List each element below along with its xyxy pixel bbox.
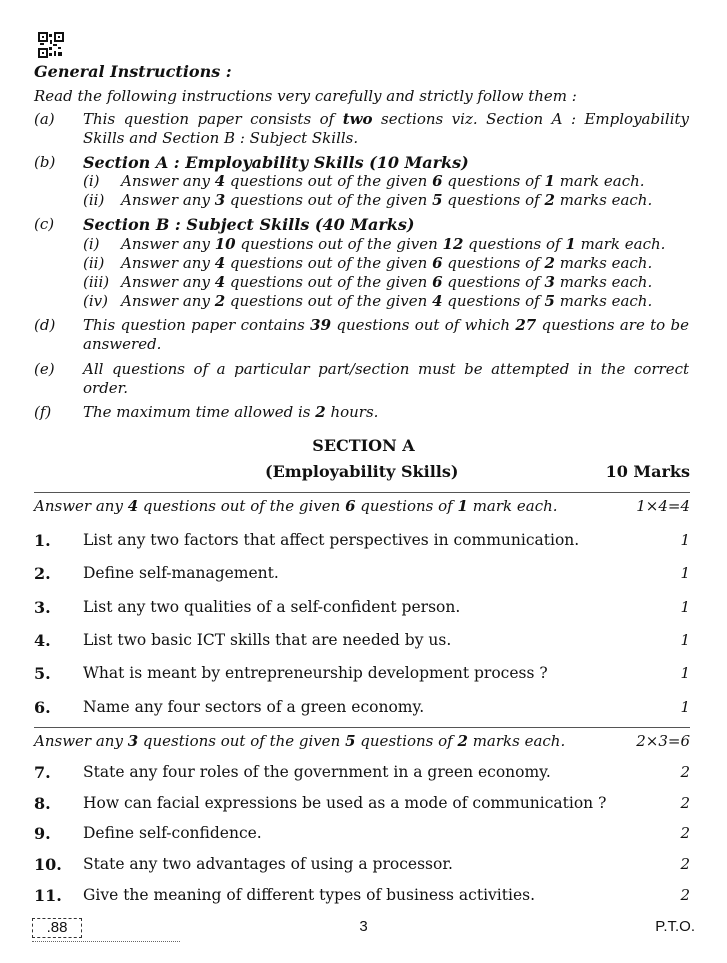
question-text: Define self-confidence. bbox=[83, 824, 262, 842]
instruction-text: This question paper consists of two sections viz. Section A : Employability Skills and Section B : Subject Skills. bbox=[83, 110, 689, 147]
question-number: 8. bbox=[34, 794, 51, 813]
sub-instruction-label: (iii) bbox=[83, 273, 110, 291]
question-text: List two basic ICT skills that are needed by us. bbox=[83, 631, 452, 649]
question-text: What is meant by entrepreneurship development process ? bbox=[83, 664, 548, 682]
instruction-label: (d) bbox=[34, 316, 56, 334]
qr-code-icon bbox=[38, 32, 64, 58]
question-number: 6. bbox=[34, 698, 51, 717]
question-text: Name any four sectors of a green economy. bbox=[83, 698, 425, 716]
question-text: List any two qualities of a self-confident person. bbox=[83, 598, 461, 616]
footer-divider bbox=[32, 941, 180, 942]
group-instruction: Answer any 4 questions out of the given 6 questions of 1 mark each. bbox=[34, 497, 558, 515]
question-number: 4. bbox=[34, 631, 51, 650]
pto-label: P.T.O. bbox=[655, 918, 695, 935]
group-marks-allocation: 1×4=4 bbox=[636, 497, 690, 515]
question-text: How can facial expressions be used as a mode of communication ? bbox=[83, 794, 607, 812]
instruction-label: (a) bbox=[34, 110, 55, 128]
group-divider bbox=[34, 492, 690, 493]
question-text: Give the meaning of different types of business activities. bbox=[83, 886, 535, 904]
question-marks: 1 bbox=[680, 698, 690, 716]
question-marks: 1 bbox=[680, 631, 690, 649]
sub-instruction-text: Answer any 2 questions out of the given 4 questions of 5 marks each. bbox=[121, 292, 653, 310]
question-marks: 1 bbox=[680, 531, 690, 549]
page-number: 3 bbox=[359, 918, 368, 935]
section-marks: 10 Marks bbox=[605, 462, 690, 481]
question-marks: 2 bbox=[680, 886, 690, 904]
instruction-label: (b) bbox=[34, 153, 56, 171]
question-text: List any two factors that affect perspectives in communication. bbox=[83, 531, 580, 549]
question-marks: 1 bbox=[680, 598, 690, 616]
sub-instruction-text: Answer any 4 questions out of the given 6 questions of 1 mark each. bbox=[121, 172, 645, 190]
question-number: 10. bbox=[34, 855, 62, 874]
instruction-text: This question paper contains 39 questions out of which 27 questions are to be answered. bbox=[83, 316, 690, 353]
question-text: Define self-management. bbox=[83, 564, 279, 582]
instruction-heading: Section A : Employability Skills (10 Marks) bbox=[83, 153, 469, 172]
question-number: 2. bbox=[34, 564, 51, 583]
sub-instruction-label: (ii) bbox=[83, 191, 105, 209]
instruction-label: (e) bbox=[34, 360, 55, 378]
instruction-text: All questions of a particular part/section must be attempted in the correct order. bbox=[83, 360, 689, 397]
question-number: 7. bbox=[34, 763, 51, 782]
question-number: 3. bbox=[34, 598, 51, 617]
group-marks-allocation: 2×3=6 bbox=[636, 732, 690, 750]
question-marks: 2 bbox=[680, 763, 690, 781]
paper-code: .88 bbox=[32, 918, 82, 938]
sub-instruction-text: Answer any 4 questions out of the given 6 questions of 3 marks each. bbox=[121, 273, 653, 291]
general-instructions-title: General Instructions : bbox=[34, 62, 232, 81]
question-number: 1. bbox=[34, 531, 51, 550]
question-marks: 1 bbox=[680, 564, 690, 582]
sub-instruction-label: (ii) bbox=[83, 254, 105, 272]
instruction-text: The maximum time allowed is 2 hours. bbox=[83, 403, 379, 421]
sub-instruction-text: Answer any 3 questions out of the given 5 questions of 2 marks each. bbox=[121, 191, 653, 209]
question-text: State any two advantages of using a processor. bbox=[83, 855, 453, 873]
instructions-intro: Read the following instructions very carefully and strictly follow them : bbox=[34, 87, 577, 105]
sub-instruction-label: (i) bbox=[83, 172, 100, 190]
question-number: 5. bbox=[34, 664, 51, 683]
question-marks: 2 bbox=[680, 855, 690, 873]
group-divider bbox=[34, 727, 690, 728]
group-instruction: Answer any 3 questions out of the given 5 questions of 2 marks each. bbox=[34, 732, 566, 750]
instruction-heading: Section B : Subject Skills (40 Marks) bbox=[83, 215, 415, 234]
sub-instruction-text: Answer any 10 questions out of the given 12 questions of 1 mark each. bbox=[121, 235, 666, 253]
question-marks: 2 bbox=[680, 794, 690, 812]
question-number: 9. bbox=[34, 824, 51, 843]
question-marks: 1 bbox=[680, 664, 690, 682]
sub-instruction-text: Answer any 4 questions out of the given 6 questions of 2 marks each. bbox=[121, 254, 653, 272]
section-title: SECTION A bbox=[312, 436, 415, 455]
section-subtitle: (Employability Skills) bbox=[265, 462, 459, 481]
instruction-label: (f) bbox=[34, 403, 52, 421]
sub-instruction-label: (i) bbox=[83, 235, 100, 253]
question-text: State any four roles of the government in a green economy. bbox=[83, 763, 551, 781]
instruction-label: (c) bbox=[34, 215, 55, 233]
question-marks: 2 bbox=[680, 824, 690, 842]
question-number: 11. bbox=[34, 886, 62, 905]
sub-instruction-label: (iv) bbox=[83, 292, 108, 310]
